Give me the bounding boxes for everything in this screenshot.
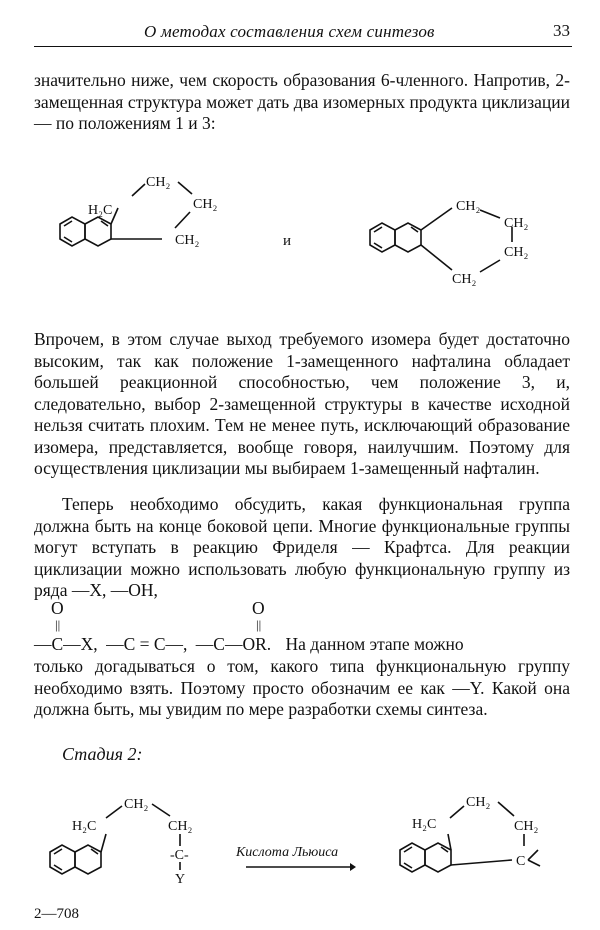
reaction-arrow xyxy=(246,860,356,878)
paragraph-2 xyxy=(34,329,570,480)
s1-h2c: H₂C xyxy=(88,203,113,218)
s1-ch2-bottom: CH₂ xyxy=(175,233,200,248)
paragraph-3-text: Теперь необходимо обсудить, какая функциональная группа должна быть на конце боковой цепи. Многие функциональные группы могут вступать в реакцию Фриделя — Крафтса. Для реакции циклизации можно использовать любую функциональную группу из ряда —X, —OH, xyxy=(34,494,570,600)
arrow-label: Кислота Льюиса xyxy=(236,845,339,860)
page-number: 33 xyxy=(553,21,570,40)
stage-label: Стадия 2: xyxy=(62,744,143,764)
paragraph-3 xyxy=(34,494,570,602)
structure-1-svg xyxy=(50,162,250,292)
paragraph-4-first: На данном этапе можно xyxy=(285,634,464,654)
s1-ch2-top: CH₂ xyxy=(146,175,171,190)
sr-c: C xyxy=(516,854,526,869)
s2-ch2-upper-right: CH₂ xyxy=(504,216,529,231)
sl-ch2-right: CH₂ xyxy=(168,819,193,834)
s2-ch2-top: CH₂ xyxy=(456,199,481,214)
signature-mark: 2—708 xyxy=(34,906,79,922)
structure-2-svg xyxy=(360,190,560,300)
formula-cx: —C—X, xyxy=(34,634,98,654)
paragraph-4 xyxy=(34,656,570,721)
sr-ch2-right: CH₂ xyxy=(514,819,539,834)
running-header xyxy=(34,18,572,47)
double-bond-2: || xyxy=(256,617,262,632)
sr-h2c: H₂C xyxy=(412,817,437,832)
double-bond-1: || xyxy=(55,617,61,632)
arrow-svg xyxy=(246,861,356,873)
s2-ch2-bottom: CH₂ xyxy=(452,272,477,287)
stage-right-structure xyxy=(390,788,580,903)
carbonyl-o-1: O xyxy=(51,598,64,618)
s1-ch2-right: CH₂ xyxy=(193,197,218,212)
structure-2 xyxy=(360,190,560,305)
stage-right-svg xyxy=(390,788,580,898)
structure-1 xyxy=(50,162,250,297)
carbonyl-o-2: O xyxy=(252,598,265,618)
s2-ch2-lower-right: CH₂ xyxy=(504,245,529,260)
sl-ch2-top: CH₂ xyxy=(124,797,149,812)
sl-c: -C- xyxy=(170,848,189,863)
stage-left-svg xyxy=(40,790,230,900)
paragraph-2-text: Впрочем, в этом случае выход требуемого изомера будет достаточно высоким, так как положение 1-замещенного нафталина обладает большей реакционной способностью, чем положение 3, и, следовательно, выбор 2-замещенной структуры в качестве исходной нельзя считать плохим. Тем не менее путь, исключающий образование изомера, представляется, вообще говоря, наилучшим. Поэтому для осуществления циклизации мы выбираем 1-замещенный нафталин. xyxy=(34,329,570,478)
connector-and: и xyxy=(283,233,292,249)
formula-cc: —C = C—, xyxy=(106,634,188,654)
paragraph-4-text: только догадываться о том, какого типа функциональную группу необходимо взять. Поэтому просто обозначим ее как —Y. Какой она должна быть, мы увидим по мере разработки схемы синтеза. xyxy=(34,656,570,719)
paragraph-1-text: значительно ниже, чем скорость образования 6-членного. Напротив, 2-замещенная структура может дать два изомерных продукта циклизации — по положениям 1 и 3: xyxy=(34,70,570,133)
sl-y: Y xyxy=(175,872,186,887)
sl-h2c: H₂C xyxy=(72,819,97,834)
formula-cor: —C—OR. xyxy=(195,634,272,654)
sr-ch2-top: CH₂ xyxy=(466,795,491,810)
stage-left-structure xyxy=(40,790,230,905)
running-title: О методах составления схем синтезов xyxy=(144,22,435,41)
paragraph-1 xyxy=(34,70,570,135)
formula-line xyxy=(34,634,570,655)
